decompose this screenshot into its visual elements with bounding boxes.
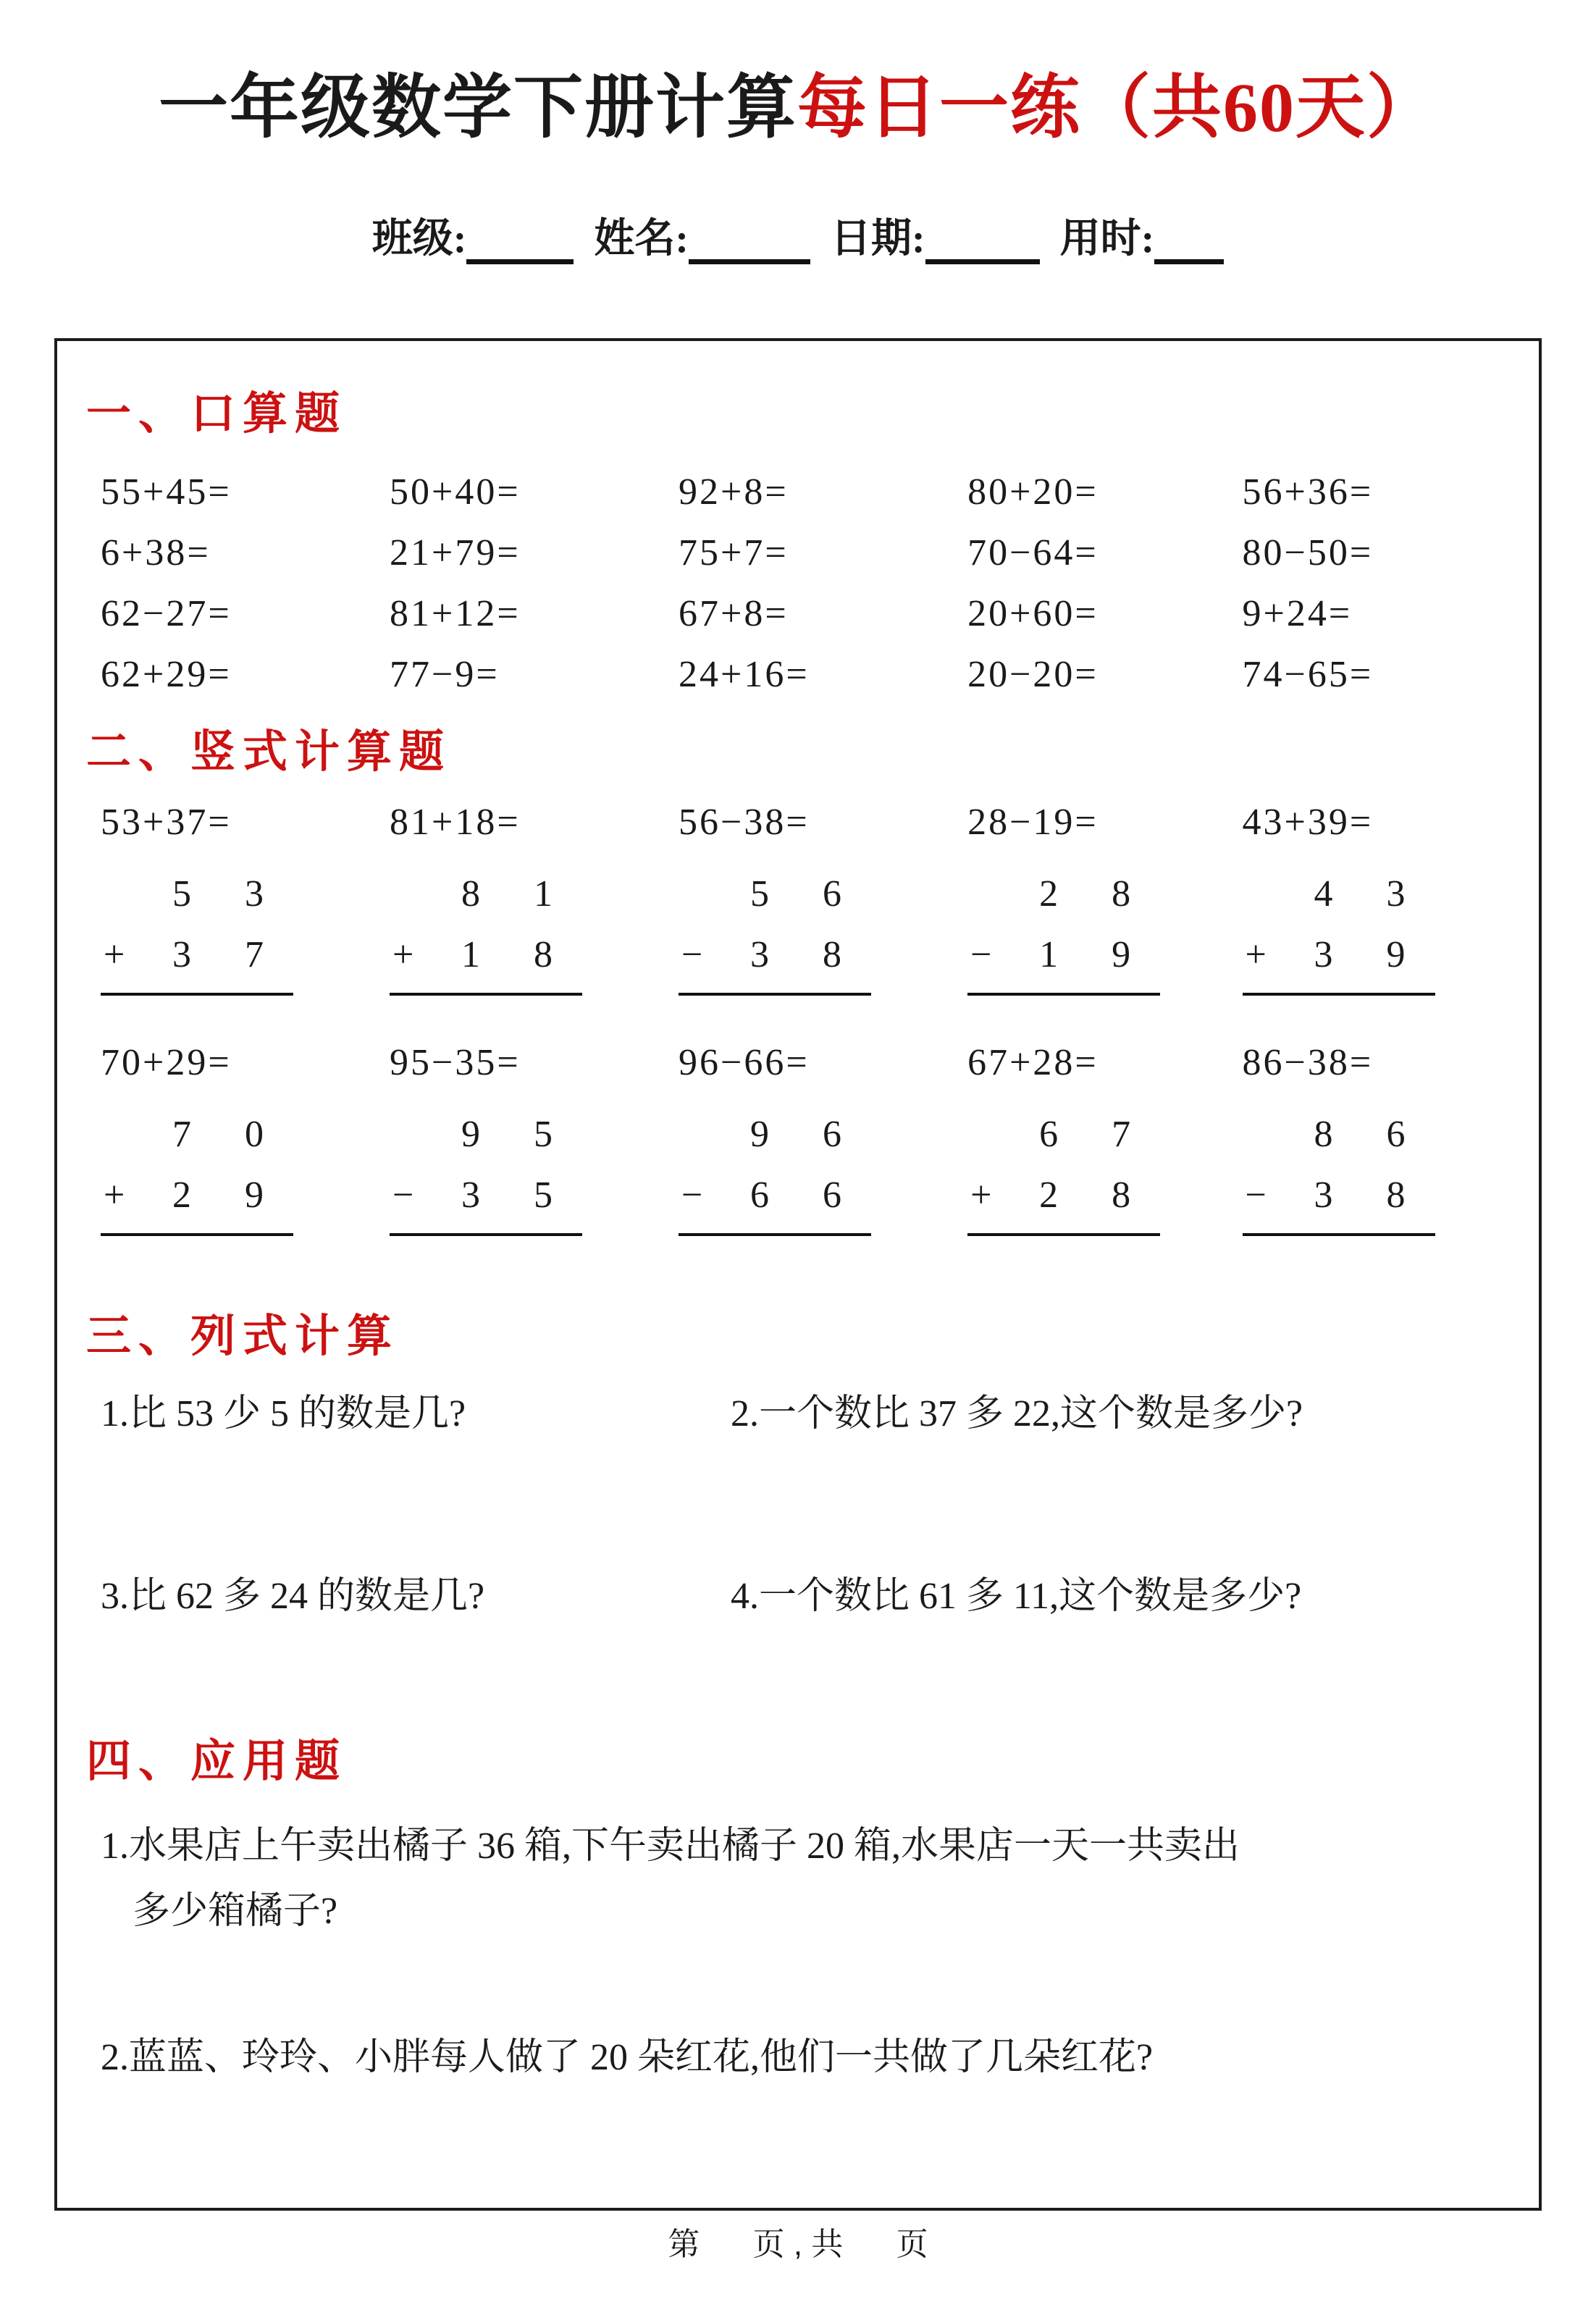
- vertical-problem: [679, 797, 967, 996]
- time-used-label: 用时:: [1059, 217, 1155, 261]
- bottom-digit: 3: [1314, 1174, 1333, 1216]
- oral-problem: 74−65=: [1242, 654, 1374, 695]
- oral-problem: 20+60=: [967, 593, 1099, 634]
- top-digit: 6: [1386, 1114, 1406, 1155]
- vertical-work-area: [967, 1104, 1160, 1236]
- vertical-equation: 67+28=: [967, 1042, 1099, 1083]
- expression-problem: 1.比 53 少 5 的数是几?: [101, 1393, 466, 1434]
- vertical-problem: [967, 797, 1242, 996]
- vertical-digits: [101, 1104, 293, 1226]
- vertical-equation: 53+37=: [101, 802, 232, 843]
- word-problems: [101, 1814, 1517, 2090]
- vertical-problem: [1243, 1038, 1517, 1236]
- vertical-problem: [101, 797, 390, 996]
- top-digit: 8: [1314, 1114, 1333, 1155]
- top-digit: 9: [750, 1114, 770, 1155]
- bottom-digit: 8: [1112, 1174, 1131, 1216]
- expression-problem: 4.一个数比 61 多 11,这个数是多少?: [731, 1576, 1302, 1617]
- class-field: [372, 206, 574, 264]
- vertical-work-area: [967, 864, 1160, 996]
- oral-problems-grid: [101, 462, 1517, 705]
- top-digit: 5: [534, 1114, 553, 1155]
- oral-problem: 6+38=: [101, 532, 211, 573]
- name-blank-line: [689, 227, 810, 264]
- oral-problem: 77−9=: [390, 654, 500, 695]
- bottom-digit: 3: [172, 934, 191, 975]
- vertical-digits: [390, 864, 582, 986]
- vertical-work-area: [101, 864, 293, 996]
- vertical-digits: [1243, 1104, 1435, 1226]
- vertical-digits: [679, 1104, 871, 1226]
- vertical-digits: [679, 864, 871, 986]
- date-field: [831, 206, 1040, 264]
- top-digit: 5: [172, 873, 191, 915]
- vertical-equation: 95−35=: [390, 1042, 521, 1083]
- top-digit: 9: [461, 1114, 481, 1155]
- oral-problem: 50+40=: [390, 471, 521, 513]
- page-title: [0, 52, 1596, 151]
- vertical-work-area: [1243, 1104, 1435, 1236]
- bottom-digit: 6: [823, 1174, 842, 1216]
- time-used-blank-line: [1154, 227, 1224, 264]
- vertical-work-area: [101, 1104, 293, 1236]
- bottom-digit: 1: [1039, 934, 1059, 975]
- oral-problem: 67+8=: [679, 593, 789, 634]
- bottom-digit: 6: [750, 1174, 770, 1216]
- operator-sign: +: [104, 1174, 125, 1216]
- bottom-digit: 8: [1386, 1174, 1406, 1216]
- oral-problem: 62−27=: [101, 593, 232, 634]
- top-digit: 6: [823, 1114, 842, 1155]
- vertical-digits: [390, 1104, 582, 1226]
- expression-problems-grid: [101, 1389, 1517, 1622]
- bottom-digit: 2: [1039, 1174, 1059, 1216]
- vertical-equation: 56−38=: [679, 802, 810, 843]
- vertical-equation: 86−38=: [1242, 1042, 1374, 1083]
- bottom-digit: 5: [534, 1174, 553, 1216]
- top-digit: 6: [1039, 1114, 1059, 1155]
- vertical-equation: 81+18=: [390, 802, 521, 843]
- operator-sign: −: [681, 1174, 703, 1216]
- oral-problem: 56+36=: [1242, 471, 1374, 513]
- vertical-problem: [1243, 797, 1517, 996]
- word-problem-1: [101, 1814, 1517, 1944]
- class-blank-line: [466, 227, 574, 264]
- top-digit: 6: [823, 873, 842, 915]
- bottom-digit: 9: [245, 1174, 264, 1216]
- oral-problem: 24+16=: [679, 654, 810, 695]
- vertical-digits: [967, 864, 1160, 986]
- section-title-word: 四、应用题: [86, 1737, 348, 1786]
- bottom-digit: 3: [1314, 934, 1333, 975]
- operator-sign: −: [681, 934, 703, 975]
- vertical-problem: [390, 797, 679, 996]
- top-digit: 2: [1039, 873, 1059, 915]
- section-title-oral: 一、口算题: [86, 390, 348, 439]
- page-title-red: 每日一练（共60天）: [797, 69, 1437, 146]
- oral-problem: 21+79=: [390, 532, 521, 573]
- vertical-digits: [967, 1104, 1160, 1226]
- bottom-digit: 3: [750, 934, 770, 975]
- vertical-problem: [390, 1038, 679, 1236]
- vertical-equation: 28−19=: [967, 802, 1099, 843]
- oral-problem: 20−20=: [967, 654, 1099, 695]
- vertical-work-area: [679, 1104, 871, 1236]
- date-label: 日期:: [831, 217, 925, 261]
- operator-sign: −: [1245, 1174, 1267, 1216]
- name-field: [594, 206, 810, 264]
- vertical-work-area: [390, 864, 582, 996]
- vertical-problem: [679, 1038, 967, 1236]
- operator-sign: +: [104, 934, 125, 975]
- bottom-digit: 1: [461, 934, 481, 975]
- vertical-problem: [967, 1038, 1242, 1236]
- page-title-black: 一年级数学下册计算: [159, 69, 797, 146]
- class-label: 班级:: [371, 217, 467, 261]
- bottom-digit: 2: [172, 1174, 191, 1216]
- bottom-digit: 9: [1386, 934, 1406, 975]
- top-digit: 8: [1112, 873, 1131, 915]
- operator-sign: +: [1245, 934, 1267, 975]
- date-blank-line: [925, 227, 1040, 264]
- bottom-digit: 3: [461, 1174, 481, 1216]
- vertical-work-area: [679, 864, 871, 996]
- vertical-equation: 70+29=: [101, 1042, 232, 1083]
- bottom-digit: 7: [245, 934, 264, 975]
- operator-sign: −: [970, 934, 992, 975]
- vertical-problems-row-1: [101, 797, 1517, 996]
- oral-problem: 80−50=: [1242, 532, 1374, 573]
- section-title-expression: 三、列式计算: [86, 1312, 400, 1361]
- name-label: 姓名:: [594, 217, 689, 261]
- expression-problem: 3.比 62 多 24 的数是几?: [101, 1576, 485, 1617]
- operator-sign: +: [392, 934, 414, 975]
- vertical-problem: [101, 1038, 390, 1236]
- word-problem-2: 2.蓝蓝、玲玲、小胖每人做了 20 朵红花,他们一共做了几朵红花?: [101, 2037, 1154, 2078]
- oral-problem: 75+7=: [679, 532, 789, 573]
- oral-problem: 80+20=: [967, 471, 1099, 513]
- section-title-vertical: 二、竖式计算题: [86, 728, 452, 777]
- vertical-digits: [1243, 864, 1435, 986]
- vertical-problems-row-2: [101, 1038, 1517, 1236]
- top-digit: 3: [1386, 873, 1406, 915]
- bottom-digit: 9: [1112, 934, 1131, 975]
- vertical-work-area: [390, 1104, 582, 1236]
- time-used-field: [1060, 206, 1225, 264]
- bottom-digit: 8: [823, 934, 842, 975]
- top-digit: 4: [1314, 873, 1333, 915]
- oral-problem: 92+8=: [679, 471, 789, 513]
- bottom-digit: 8: [534, 934, 553, 975]
- oral-problem: 9+24=: [1242, 593, 1353, 634]
- word-problem-1-line-2: 多少箱橘子?: [133, 1891, 338, 1932]
- oral-problem: 62+29=: [101, 654, 232, 695]
- oral-problem: 55+45=: [101, 471, 232, 513]
- top-digit: 7: [172, 1114, 191, 1155]
- vertical-equation: 43+39=: [1242, 802, 1374, 843]
- expression-problem: 2.一个数比 37 多 22,这个数是多少?: [731, 1393, 1303, 1434]
- vertical-equation: 96−66=: [679, 1042, 810, 1083]
- top-digit: 7: [1112, 1114, 1131, 1155]
- top-digit: 3: [245, 873, 264, 915]
- word-problem-1-line-1: 1.水果店上午卖出橘子 36 箱,下午卖出橘子 20 箱,水果店一天一共卖出: [101, 1825, 1240, 1867]
- oral-problem: 70−64=: [967, 532, 1099, 573]
- operator-sign: −: [392, 1174, 414, 1216]
- vertical-digits: [101, 864, 293, 986]
- worksheet-content-box: [54, 338, 1542, 2211]
- top-digit: 5: [750, 873, 770, 915]
- page-footer: 第 页 , 共 页: [668, 2227, 928, 2262]
- operator-sign: +: [970, 1174, 992, 1216]
- student-info-row: [0, 206, 1596, 264]
- top-digit: 1: [534, 873, 553, 915]
- top-digit: 0: [245, 1114, 264, 1155]
- top-digit: 8: [461, 873, 481, 915]
- vertical-work-area: [1243, 864, 1435, 996]
- oral-problem: 81+12=: [390, 593, 521, 634]
